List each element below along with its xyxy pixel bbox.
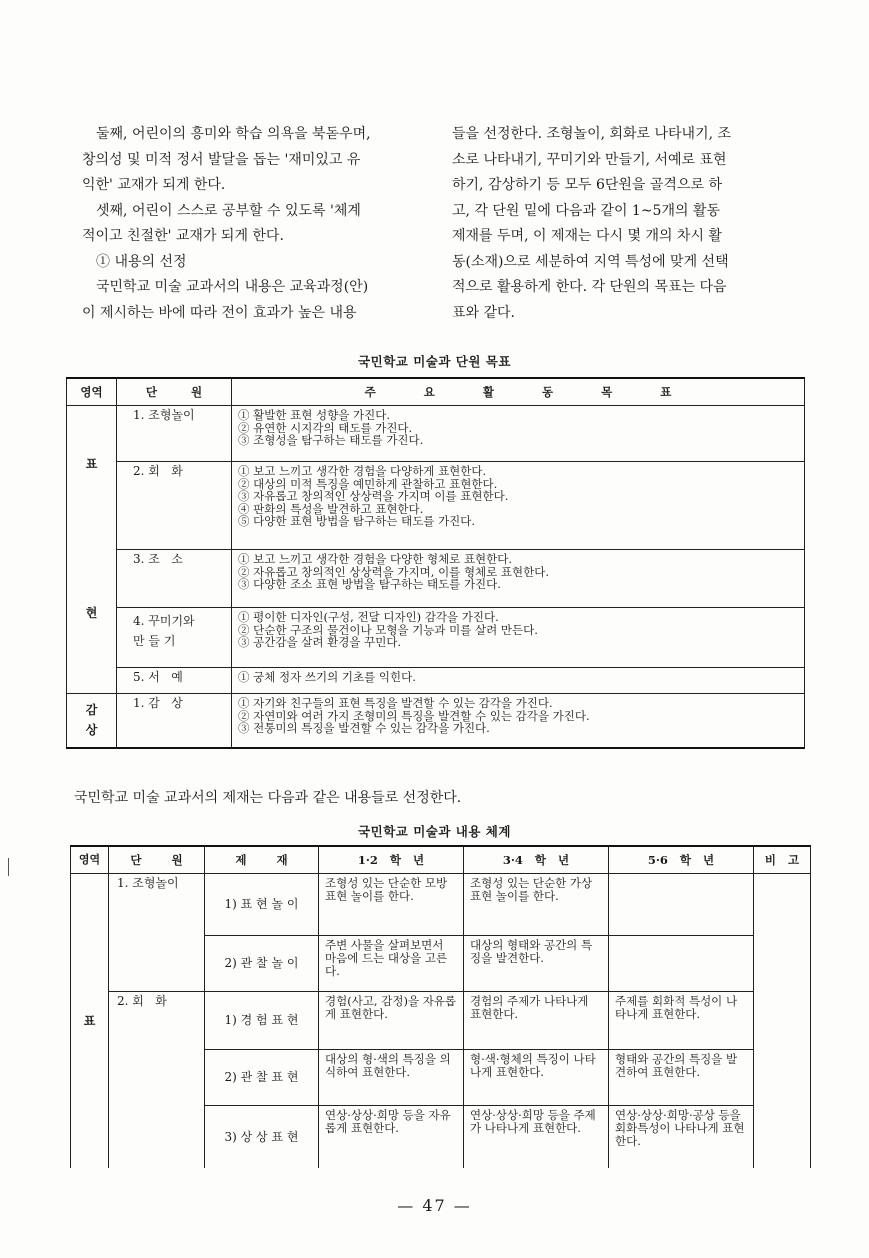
header-remarks: 비 고	[754, 846, 811, 874]
header-area: 영역	[67, 378, 117, 406]
table-header-row	[71, 846, 811, 874]
table2-title: 국민학교 미술과 내용 체계	[358, 824, 511, 839]
text-line: 적이고 친절한' 교재가 되게 한다.	[82, 228, 284, 244]
topic-cell: 3) 상 상 표 현	[205, 1106, 319, 1168]
area-gamsang	[67, 694, 117, 748]
goal-cell	[232, 694, 805, 748]
text-line: 국민학교 미술 교과서의 내용은 교육과정(안)	[96, 279, 369, 295]
margin-mark	[8, 858, 9, 876]
grade12-cell: 주변 사물을 살펴보면서 마음에 드는 대상을 고른다.	[319, 936, 464, 992]
area-label: 표	[85, 457, 98, 471]
area-label: 감	[85, 702, 98, 717]
goal-item: ① 궁체 정자 쓰기의 기초를 익힌다.	[238, 670, 416, 684]
text-line: 둘째, 어린이의 흥미와 학습 의욕을 북돋우며,	[96, 126, 371, 142]
text-line: 적으로 활용하게 한다. 각 단원의 목표는 다음	[452, 279, 727, 295]
goal-item: ② 자유롭고 창의적인 상상력을 가지며, 이를 형체로 표현한다.	[238, 564, 550, 579]
text-line: 하기, 감상하기 등 모두 6단원을 골격으로 하	[452, 177, 722, 193]
area-pyohyeon: 표	[71, 874, 109, 1168]
text-line: 셋째, 어린이 스스로 공부할 수 있도록 '체계	[96, 202, 361, 219]
header-grade-12: 1·2 학 년	[319, 846, 464, 874]
text-line: 들을 선정한다. 조형놀이, 회화로 나타내기, 조	[452, 126, 732, 142]
goal-item: ③ 다양한 조소 표현 방법을 탐구하는 태도를 가진다.	[238, 577, 501, 591]
goal-item: ⑤ 다양한 표현 방법을 탐구하는 태도를 가진다.	[238, 514, 476, 528]
grade56-cell: 주제를 회화적 특성이 나타나게 표현한다.	[609, 992, 754, 1050]
unit-cell: 1. 감 상	[117, 694, 232, 748]
grade34-cell: 조형성 있는 단순한 가상 표현 놀이를 한다.	[464, 874, 609, 936]
grade12-cell: 조형성 있는 단순한 모방 표현 놀이를 한다.	[319, 874, 464, 936]
goal-item: ② 단순한 구조의 물건이나 모형을 기능과 미를 살려 만든다.	[238, 622, 538, 637]
area-label: 상	[85, 723, 98, 738]
topic-cell: 2) 관 찰 표 현	[205, 1050, 319, 1106]
text-line: 익한' 교재가 되게 한다.	[82, 177, 226, 193]
grade56-cell	[609, 936, 754, 992]
grade34-cell: 형·색·형체의 특징이 나타나게 표현한다.	[464, 1050, 609, 1106]
header-grade-56: 5·6 학 년	[609, 846, 754, 874]
text-line: 동(소재)으로 세분하여 지역 특성에 맞게 선택	[452, 253, 729, 270]
area-label: 현	[85, 605, 98, 620]
grade34-cell: 대상의 형태와 공간의 특징을 발견한다.	[464, 936, 609, 992]
table-header-row	[67, 378, 805, 406]
table-row	[67, 668, 805, 694]
goal-item: ④ 판화의 특성을 발견하고 표현한다.	[238, 501, 424, 516]
text-line: 이 제시하는 바에 따라 전이 효과가 높은 내용	[82, 304, 357, 321]
grade56-cell	[609, 874, 754, 936]
grade56-cell: 연상·상상·희망·공상 등을 회화특성이 나타나게 표현한다.	[609, 1106, 754, 1168]
goal-cell	[232, 406, 805, 462]
grade34-cell: 경험의 주제가 나타나게 표현한다.	[464, 992, 609, 1050]
goal-item: ① 활발한 표현 성향을 가진다.	[238, 408, 390, 422]
grade56-cell: 형태와 공간의 특징을 발견하여 표현한다.	[609, 1050, 754, 1106]
table-row	[67, 694, 805, 748]
topic-cell: 1) 경 험 표 현	[205, 992, 319, 1050]
area-pyohyeon	[67, 406, 117, 694]
unit-cell: 4. 꾸미기와 만 들 기	[117, 608, 232, 668]
unit-cell: 2. 회 화	[117, 462, 232, 550]
grade12-cell: 연상·상상·희망 등을 자유롭게 표현한다.	[319, 1106, 464, 1168]
header-topic: 제 재	[205, 846, 319, 874]
unit-cell: 3. 조 소	[117, 550, 232, 608]
grade12-cell: 경험(사고, 감정)을 자유롭게 표현한다.	[319, 992, 464, 1050]
goal-cell	[232, 668, 805, 694]
header-unit: 단 원	[109, 846, 205, 874]
header-area: 영역	[71, 846, 109, 874]
page-number: — 47 —	[397, 1196, 472, 1215]
table-row	[67, 608, 805, 668]
table-row	[71, 992, 811, 1050]
unit-goals-table	[66, 377, 805, 749]
topic-cell: 1) 표 현 놀 이	[205, 874, 319, 936]
table-row	[67, 462, 805, 550]
text-line: 창의성 및 미적 정서 발달을 돕는 '재미있고 유	[82, 151, 361, 168]
table-row	[71, 874, 811, 936]
table1-title: 국민학교 미술과 단원 목표	[358, 354, 511, 369]
goal-item: ② 대상의 미적 특징을 예민하게 관찰하고 표현한다.	[238, 476, 498, 491]
goal-item: ② 유연한 시지각의 태도를 가진다.	[238, 420, 413, 435]
goal-item: ③ 조형성을 탐구하는 태도를 가진다.	[238, 433, 424, 447]
content-system-table	[70, 845, 811, 1168]
left-column	[82, 122, 422, 326]
goal-cell	[232, 462, 805, 550]
text-line: ① 내용의 선정	[96, 253, 187, 270]
right-column	[452, 122, 812, 326]
goal-cell	[232, 608, 805, 668]
grade12-cell: 대상의 형·색의 특징을 의식하여 표현한다.	[319, 1050, 464, 1106]
goal-item: ③ 자유롭고 창의적인 상상력을 가지며 이를 표현한다.	[238, 489, 509, 503]
topic-cell: 2) 관 찰 놀 이	[205, 936, 319, 992]
goal-item: ① 보고 느끼고 생각한 경험을 다양하게 표현한다.	[238, 464, 487, 478]
goal-item: ① 보고 느끼고 생각한 경험을 다양한 형체로 표현한다.	[238, 552, 513, 566]
header-unit: 단 원	[117, 378, 232, 406]
header-goal: 주 요 활 동 목 표	[232, 378, 805, 406]
goal-item: ② 자연미와 여러 가지 조형미의 특징을 발견할 수 있는 감각을 가진다.	[238, 708, 590, 723]
unit-cell: 2. 회 화	[109, 992, 205, 1168]
unit-cell: 1. 조형놀이	[109, 874, 205, 992]
goal-item: ① 자기와 친구들의 표현 특징을 발견할 수 있는 감각을 가진다.	[238, 696, 553, 710]
header-grade-34: 3·4 학 년	[464, 846, 609, 874]
grade34-cell: 연상·상상·희망 등을 주제가 나타나게 표현한다.	[464, 1106, 609, 1168]
goal-item: ① 평이한 디자인(구성, 전달 디자인) 감각을 가진다.	[238, 610, 499, 624]
unit-cell: 1. 조형놀이	[117, 406, 232, 462]
goal-item: ③ 전통미의 특징을 발견할 수 있는 감각을 가진다.	[238, 721, 490, 735]
table-row	[67, 406, 805, 462]
goal-item: ③ 공간감을 살려 환경을 꾸민다.	[238, 635, 402, 649]
content-selection-sentence: 국민학교 미술 교과서의 제재는 다음과 같은 내용들로 선정한다.	[74, 790, 462, 806]
remarks-cell	[754, 874, 811, 1168]
text-line: 고, 각 단원 밑에 다음과 같이 1~5개의 활동	[452, 202, 721, 219]
unit-cell: 5. 서 예	[117, 668, 232, 694]
text-line: 표와 같다.	[452, 304, 515, 321]
text-line: 소로 나타내기, 꾸미기와 만들기, 서예로 표현	[452, 151, 727, 168]
table-row	[67, 550, 805, 608]
text-line: 제재를 두며, 이 제재는 다시 몇 개의 차시 활	[452, 228, 722, 244]
goal-cell	[232, 550, 805, 608]
